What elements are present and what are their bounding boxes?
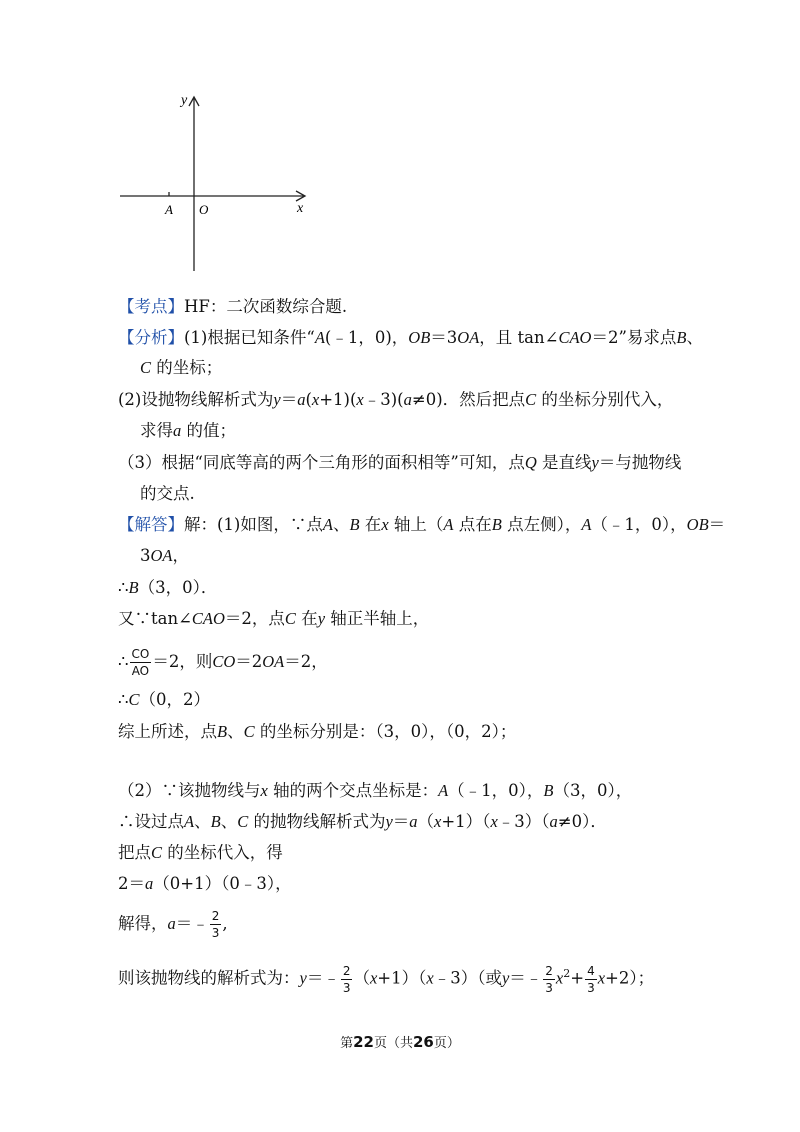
jieda-line-6: [118, 689, 210, 711]
text: ＝2，: [284, 652, 328, 671]
text: 又∵tan∠: [118, 609, 192, 628]
var: B: [217, 722, 228, 741]
text: +1）（: [377, 968, 427, 988]
fenxi-line-5: [118, 452, 681, 474]
fenxi-line-1: [118, 327, 703, 349]
text: 则该抛物线的解析式为：: [118, 968, 300, 988]
text: （﹣1，0），: [591, 515, 687, 534]
var: y: [385, 812, 393, 831]
jieda-line-2: [140, 545, 189, 567]
text: 的坐标分别是：（3，0），（0，2）；: [254, 722, 517, 741]
var: y: [317, 609, 326, 628]
text: ，且 tan∠: [479, 328, 559, 347]
exponent: 2: [563, 967, 571, 980]
text: +1）（: [441, 812, 491, 831]
text: (﹣1，0)，: [324, 328, 409, 347]
y-axis-label: y: [181, 93, 188, 108]
text: ∴: [118, 578, 129, 597]
var: B: [676, 328, 687, 347]
text: 轴的两个交点坐标是：: [267, 781, 439, 800]
text: 点左侧），: [501, 515, 582, 534]
text: ＝2”易求点: [591, 328, 677, 347]
fenxi-line-4: [140, 420, 236, 442]
text: 求得: [140, 421, 173, 440]
var: C: [128, 690, 140, 709]
text: 页）: [433, 1036, 460, 1051]
var: x: [356, 390, 364, 409]
page-footer: [0, 1032, 800, 1051]
text: +2）；: [605, 968, 655, 988]
var: OA: [457, 328, 480, 347]
text: （: [353, 968, 370, 988]
var: x: [426, 968, 434, 988]
kaodian-line: [118, 296, 347, 318]
text: +1)(: [319, 390, 357, 409]
text: ∴: [118, 690, 129, 709]
var: a: [167, 914, 176, 933]
var: C: [151, 843, 163, 862]
denominator: 3: [211, 926, 220, 940]
fenxi-line-3: [118, 389, 673, 411]
text: 解得，: [118, 914, 168, 933]
var: x: [369, 968, 378, 988]
var: A: [581, 515, 592, 534]
fraction-four-thirds: [585, 965, 597, 994]
var: A: [184, 812, 195, 831]
text: （0+1）（0﹣3），: [153, 874, 292, 893]
text: ＝: [708, 515, 726, 534]
var: y: [273, 390, 281, 409]
fenxi-line-6: [140, 483, 195, 505]
page-number: 22: [353, 1033, 374, 1051]
text: 的坐标分别代入，: [536, 390, 674, 409]
text: 的值；: [181, 421, 236, 440]
jieda-tag: 【解答】: [118, 515, 184, 534]
text: ＝与抛物线: [598, 453, 682, 472]
var: y: [591, 453, 599, 472]
fraction-two-thirds: [341, 965, 353, 994]
text: 在: [295, 609, 318, 628]
var: x: [555, 968, 564, 988]
text: ＝2: [235, 652, 263, 671]
var: a: [549, 812, 558, 831]
text: (: [305, 390, 312, 409]
var: B: [349, 515, 360, 534]
var: A: [443, 515, 454, 534]
origin-label: O: [199, 202, 209, 217]
denominator: AO: [131, 664, 150, 678]
jieda-line-3: [118, 577, 217, 599]
text: ≠0）．: [557, 812, 607, 831]
fraction-two-thirds: [210, 910, 222, 939]
text: ,: [222, 914, 228, 933]
var: a: [145, 874, 154, 893]
text: 是直线: [536, 453, 592, 472]
var: x: [381, 515, 389, 534]
text: （3）根据“同底等高的两个三角形的面积相等”可知，点: [118, 453, 525, 472]
text: ＝: [280, 390, 298, 409]
text: ﹣3）（: [497, 812, 550, 831]
text: ＝2，点: [224, 609, 285, 628]
jieda-line-7: [118, 721, 516, 743]
denominator: 3: [545, 980, 553, 995]
var: a: [297, 390, 306, 409]
var: x: [490, 812, 498, 831]
var: x: [597, 968, 606, 988]
numerator: CO: [131, 647, 150, 661]
numerator: 4: [587, 963, 595, 978]
text: ﹣3)(: [363, 390, 404, 409]
fenxi-line-2: [140, 357, 222, 379]
text: ＝: [392, 812, 410, 831]
text: ，: [172, 546, 189, 565]
numerator: 2: [342, 963, 351, 978]
text: ＝﹣: [306, 968, 340, 988]
var: a: [173, 421, 182, 440]
text: （3，0），: [553, 781, 633, 800]
text: （3，0）．: [138, 578, 218, 597]
total-pages: 26: [413, 1033, 434, 1051]
text: 、: [686, 328, 703, 347]
jieda-part2-line-6: [118, 963, 654, 994]
text: (1)根据已知条件“: [184, 328, 315, 347]
x-axis-label: x: [297, 201, 304, 216]
text: (2)设抛物线解析式为: [118, 390, 274, 409]
var: y: [299, 968, 307, 988]
text: ﹣3）（或: [433, 968, 502, 988]
text: 的交点.: [140, 484, 195, 503]
var: a: [409, 812, 418, 831]
var: B: [491, 515, 502, 534]
jieda-line-4: [118, 608, 429, 630]
text: 解：(1)如图，∵点: [184, 515, 323, 534]
text: （: [417, 812, 435, 831]
jieda-part2-line-5: [118, 910, 228, 939]
jieda-line-5: [118, 648, 328, 677]
text: 页（共: [373, 1036, 413, 1051]
text: ≠0)．然后把点: [411, 390, 526, 409]
text: 、: [227, 722, 244, 741]
text: 、: [194, 812, 211, 831]
text: ＝3: [430, 328, 458, 347]
var: Q: [524, 453, 537, 472]
var: C: [525, 390, 537, 409]
var: C: [243, 722, 255, 741]
var: x: [260, 781, 268, 800]
var: CAO: [191, 609, 225, 628]
denominator: 3: [587, 980, 595, 995]
kaodian-tag: 【考点】: [118, 297, 184, 316]
jieda-part2-line-4: [118, 873, 292, 895]
var: C: [284, 609, 296, 628]
text: 综上所述，点: [118, 722, 217, 741]
text: ＝﹣: [175, 914, 209, 933]
var: OB: [408, 328, 431, 347]
numerator: 2: [545, 963, 553, 978]
text: ∴设过点: [118, 812, 184, 831]
denominator: 3: [342, 980, 351, 995]
text: 3: [140, 546, 151, 565]
text: 在: [359, 515, 382, 534]
text: ∴: [118, 652, 129, 671]
text: 、: [332, 515, 350, 534]
var: B: [543, 781, 554, 800]
var: a: [403, 390, 412, 409]
fenxi-tag: 【分析】: [118, 328, 184, 347]
fraction-co-ao: [130, 648, 152, 677]
text: （﹣1，0），: [448, 781, 544, 800]
text: 2＝: [118, 874, 145, 893]
var: OA: [262, 652, 285, 671]
var: CO: [212, 652, 236, 671]
var: x: [434, 812, 442, 831]
fraction-two-thirds: [543, 965, 555, 994]
text: 把点: [118, 843, 151, 862]
jieda-part2-line-3: [118, 842, 283, 864]
var: y: [501, 968, 510, 988]
var: C: [140, 358, 152, 377]
text: 的抛物线解析式为: [248, 812, 386, 831]
kaodian-text: HF：二次函数综合题.: [184, 297, 348, 316]
text: 的坐标代入，得: [162, 843, 283, 862]
var: OB: [686, 515, 709, 534]
text: ＝﹣: [509, 968, 543, 988]
var: CAO: [558, 328, 592, 347]
jieda-part2-line-2: [118, 811, 607, 833]
text: （0，2）: [139, 690, 211, 709]
point-a-label: A: [165, 202, 173, 217]
text: 轴正半轴上，: [325, 609, 430, 628]
var: B: [128, 578, 139, 597]
text: ＝2，则: [152, 652, 213, 671]
text: +: [570, 968, 585, 988]
jieda-line-1: [118, 514, 725, 536]
text: 、: [220, 812, 238, 831]
var: A: [322, 515, 333, 534]
text: 轴上（: [388, 515, 444, 534]
var: OA: [150, 546, 173, 565]
text: 的坐标；: [151, 358, 223, 377]
var: C: [237, 812, 249, 831]
text: （2）∵该抛物线与: [118, 781, 261, 800]
var: A: [314, 328, 325, 347]
var: x: [311, 390, 320, 409]
var: A: [438, 781, 449, 800]
var: B: [210, 812, 221, 831]
numerator: 2: [211, 909, 220, 923]
text: 第: [340, 1036, 354, 1051]
coordinate-axes-figure: [110, 88, 320, 278]
jieda-part2-line-1: [118, 780, 632, 802]
text: 点在: [453, 515, 492, 534]
